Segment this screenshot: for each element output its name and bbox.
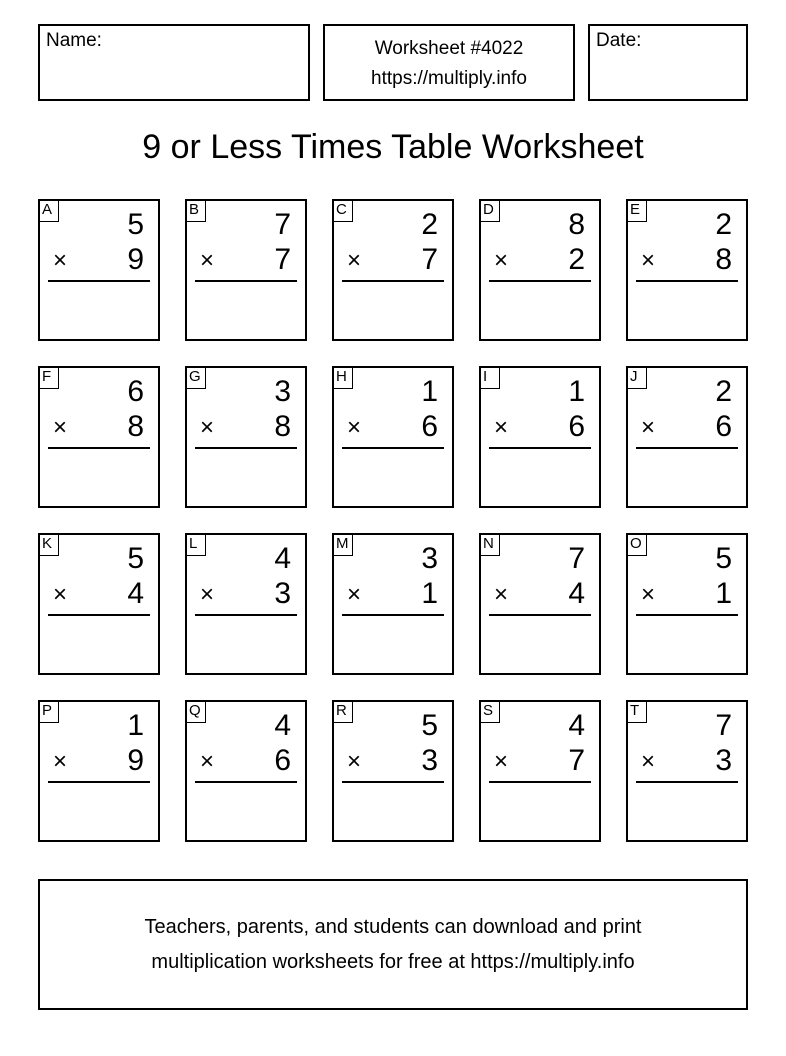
multiplicand: 2 [715,375,732,408]
multiply-sign-icon: × [347,414,362,441]
problem-card-h[interactable] [332,366,454,508]
problem-letter: R [333,701,353,723]
multiplier: 3 [421,744,438,777]
multiply-sign-icon: × [53,748,68,775]
multiply-sign-icon: × [347,581,362,608]
multiplier: 6 [421,410,438,443]
answer-line [636,280,738,282]
worksheet-info-box [323,24,575,101]
multiplier: 8 [127,410,144,443]
problem-letter: I [480,367,500,389]
problem-card-d[interactable] [479,199,601,341]
multiplicand: 1 [421,375,438,408]
problem-card-j[interactable] [626,366,748,508]
multiplicand: 5 [421,709,438,742]
answer-line [636,447,738,449]
answer-line [195,280,297,282]
answer-line [48,781,150,783]
multiply-sign-icon: × [53,414,68,441]
multiplicand: 5 [127,208,144,241]
multiplier: 9 [127,243,144,276]
multiply-sign-icon: × [641,581,656,608]
problem-card-k[interactable] [38,533,160,675]
problem-letter: C [333,200,353,222]
problem-grid [38,199,748,842]
problem-letter: E [627,200,647,222]
multiplier: 7 [274,243,291,276]
problem-card-t[interactable] [626,700,748,842]
multiply-sign-icon: × [53,581,68,608]
problem-card-r[interactable] [332,700,454,842]
problem-letter: L [186,534,206,556]
multiplier: 4 [568,577,585,610]
multiplier: 7 [421,243,438,276]
answer-line [489,280,591,282]
multiply-sign-icon: × [641,748,656,775]
answer-line [48,614,150,616]
answer-line [489,781,591,783]
multiplier: 2 [568,243,585,276]
footer-line-2: multiplication worksheets for free at https://multiply.info [151,950,635,973]
name-field-box[interactable] [38,24,310,101]
problem-card-p[interactable] [38,700,160,842]
problem-letter: A [39,200,59,222]
worksheet-url[interactable]: https://multiply.info [371,68,527,89]
problem-letter: F [39,367,59,389]
multiplicand: 2 [715,208,732,241]
worksheet-id: Worksheet #4022 [374,38,524,59]
multiply-sign-icon: × [200,581,215,608]
multiplier: 8 [274,410,291,443]
multiplicand: 7 [274,208,291,241]
problem-card-c[interactable] [332,199,454,341]
answer-line [489,614,591,616]
multiply-sign-icon: × [200,414,215,441]
problem-letter: K [39,534,59,556]
problem-letter: P [39,701,59,723]
problem-card-s[interactable] [479,700,601,842]
problem-card-g[interactable] [185,366,307,508]
multiplier: 3 [715,744,732,777]
problem-card-i[interactable] [479,366,601,508]
multiply-sign-icon: × [494,748,509,775]
answer-line [195,447,297,449]
answer-line [636,614,738,616]
problem-card-n[interactable] [479,533,601,675]
answer-line [195,781,297,783]
multiplicand: 3 [421,542,438,575]
multiplicand: 7 [568,542,585,575]
problem-card-m[interactable] [332,533,454,675]
problem-letter: N [480,534,500,556]
page-title: 9 or Less Times Table Worksheet [142,128,644,166]
multiply-sign-icon: × [200,748,215,775]
problem-letter: G [186,367,206,389]
multiply-sign-icon: × [347,247,362,274]
date-label: Date: [596,30,642,51]
multiply-sign-icon: × [494,414,509,441]
date-field-box[interactable] [588,24,748,101]
multiplier: 6 [274,744,291,777]
multiply-sign-icon: × [347,748,362,775]
problem-card-l[interactable] [185,533,307,675]
problem-letter: O [627,534,647,556]
multiplier: 9 [127,744,144,777]
multiplier: 7 [568,744,585,777]
multiplier: 1 [715,577,732,610]
multiplicand: 5 [127,542,144,575]
multiplicand: 4 [568,709,585,742]
multiplier: 6 [715,410,732,443]
answer-line [342,280,444,282]
multiplicand: 6 [127,375,144,408]
multiplier: 1 [421,577,438,610]
problem-card-f[interactable] [38,366,160,508]
multiply-sign-icon: × [200,247,215,274]
problem-letter: S [480,701,500,723]
problem-letter: H [333,367,353,389]
answer-line [48,280,150,282]
multiplicand: 1 [568,375,585,408]
multiplicand: 8 [568,208,585,241]
answer-line [489,447,591,449]
problem-card-b[interactable] [185,199,307,341]
answer-line [342,447,444,449]
multiply-sign-icon: × [494,247,509,274]
multiply-sign-icon: × [53,247,68,274]
answer-line [636,781,738,783]
multiplier: 6 [568,410,585,443]
multiplicand: 3 [274,375,291,408]
problem-letter: J [627,367,647,389]
multiplicand: 1 [127,709,144,742]
footer-line-1: Teachers, parents, and students can download and print [144,915,642,938]
footer-box [38,879,748,1010]
problem-card-e[interactable] [626,199,748,341]
multiplicand: 7 [715,709,732,742]
problem-card-o[interactable] [626,533,748,675]
problem-letter: B [186,200,206,222]
answer-line [48,447,150,449]
multiply-sign-icon: × [641,247,656,274]
problem-card-a[interactable] [38,199,160,341]
problem-letter: Q [186,701,206,723]
multiplicand: 4 [274,709,291,742]
multiplicand: 2 [421,208,438,241]
multiplicand: 4 [274,542,291,575]
multiplier: 4 [127,577,144,610]
problem-letter: M [333,534,353,556]
answer-line [342,614,444,616]
answer-line [342,781,444,783]
multiplicand: 5 [715,542,732,575]
multiply-sign-icon: × [641,414,656,441]
name-label: Name: [46,30,102,51]
problem-letter: D [480,200,500,222]
answer-line [195,614,297,616]
problem-card-q[interactable] [185,700,307,842]
problem-letter: T [627,701,647,723]
multiplier: 8 [715,243,732,276]
multiplier: 3 [274,577,291,610]
multiply-sign-icon: × [494,581,509,608]
